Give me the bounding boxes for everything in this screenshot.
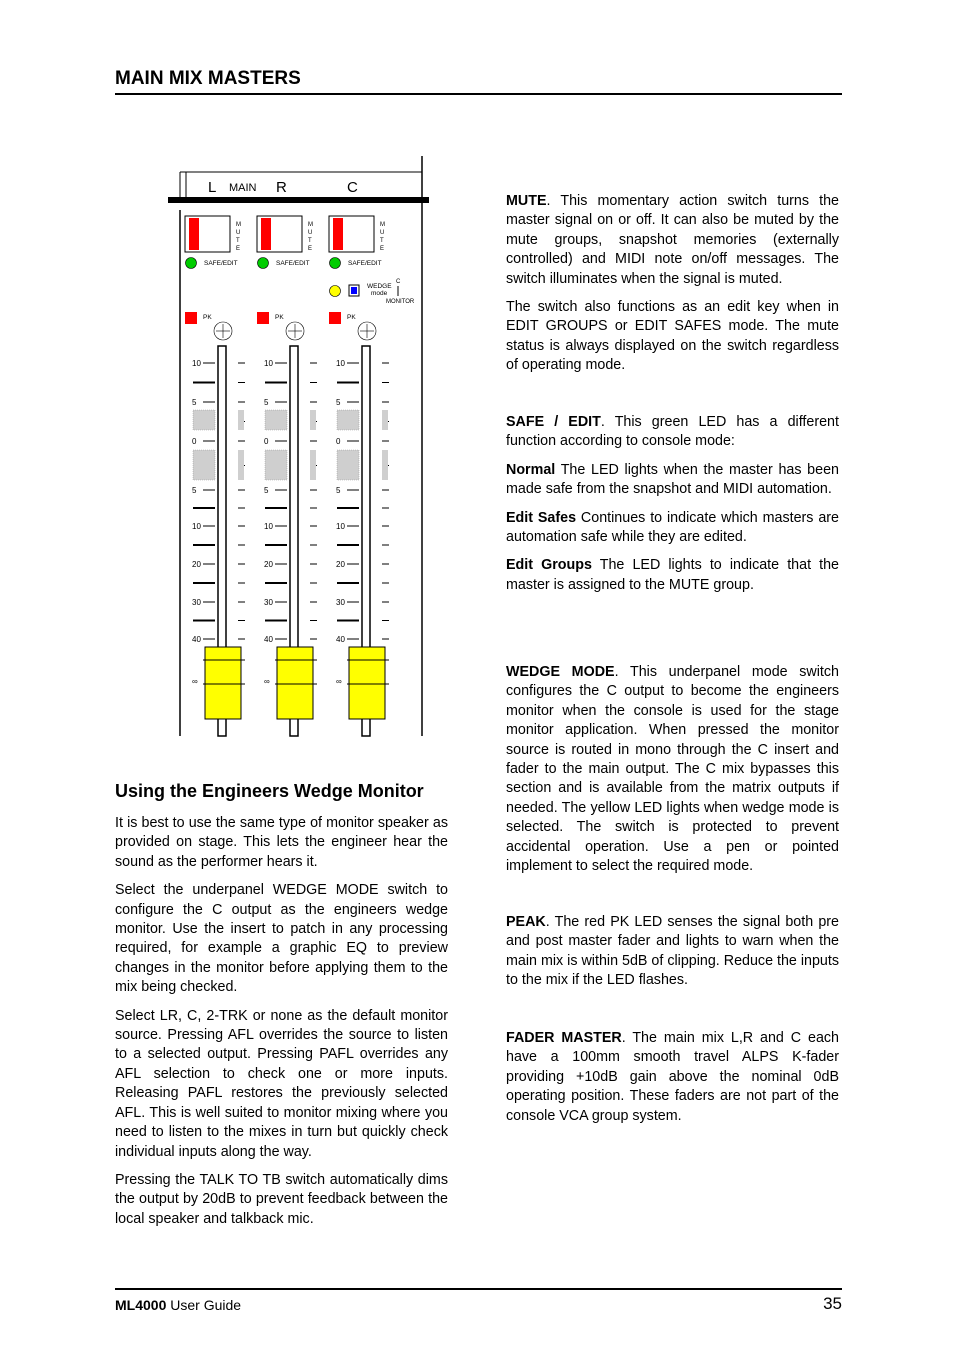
safe-edit-led [186,258,197,269]
mute-letter: U [380,230,385,236]
left-paragraph: Select the underpanel WEDGE MODE switch to configure the C output as the engineers wedge monitor. Use the insert to patch in any processing required, for example a graphic EQ to preview changes in the monitor before applying them to the mix being checked. [115,882,448,996]
monitor-label: MONITOR [386,299,415,305]
mute-letter: M [236,222,241,228]
mute-letter: U [308,230,313,236]
normal-paragraph: Normal The LED lights when the master has been made safe from the snapshot and MIDI automation. [506,461,839,498]
safe-paragraph: SAFE / EDIT. This green LED has a different function according to console mode: [506,414,839,450]
peak-paragraph: PEAK. The red PK LED senses the signal both pre and post master fader and lights to warn when the main mix is within 5dB of clipping. Reduce the inputs to the mix if the LED flashes. [506,914,839,989]
scale-stipple-right [382,450,388,480]
mute-letter: E [236,246,241,252]
mute-indicator [333,218,343,250]
scale-label: 20 [192,560,201,569]
mute-letter: T [236,238,240,244]
main-r-label: R [276,179,287,196]
pk-led [329,312,341,324]
header-divider [115,93,842,95]
scale-label: ∞ [336,677,342,686]
left-paragraph: It is best to use the same type of monitor speaker as provided on stage. This lets the engineer hear the sound as the performer hears it. [115,815,448,870]
scale-label: 40 [336,635,345,644]
scale-stipple-right [310,450,316,480]
scale-label: 10 [192,359,201,368]
wedge-label: WEDGE [367,283,392,290]
mute-letter: E [308,246,313,252]
scale-label: ∞ [264,677,270,686]
pk-led [185,312,197,324]
scale-label: 40 [264,635,273,644]
master-section-diagram [160,150,440,750]
scale-label: 10 [336,522,345,531]
scale-label: 5 [264,486,269,495]
scale-stipple-right [238,450,244,480]
scale-stipple [193,450,215,480]
safe-edit-label: SAFE/EDIT [348,260,382,267]
footer-guide: ML4000 User Guide [115,1297,242,1313]
scale-label: 5 [336,486,341,495]
mute-letter: T [308,238,312,244]
scale-label: 30 [336,598,345,607]
scale-label: ∞ [192,677,198,686]
scale-stipple [193,410,215,430]
page-number: 35 [823,1294,842,1313]
wedge-block [506,663,839,885]
fader-cap [205,647,241,719]
scale-stipple [265,410,287,430]
edit-safes-paragraph: Edit Safes Continues to indicate which masters are automation safe while they are edited. [506,509,839,546]
fader-paragraph: FADER MASTER. The main mix L,R and C each have a 100mm smooth travel ALPS K-fader providing +10dB gain above the nominal 0dB operating position. These faders are not part of the console VCA group system. [506,1030,839,1124]
mute-letter: M [308,222,313,228]
scale-label: 10 [264,359,273,368]
scale-label: 0 [336,437,341,446]
footer-divider [115,1288,842,1290]
edit-groups-paragraph: Edit Groups The LED lights to indicate that the master is assigned to the MUTE group. [506,557,839,593]
scale-label: 0 [192,437,197,446]
mute-paragraph: MUTE. This momentary action switch turns the master signal on or off. It can also be muted by the mute groups, snapshot memories (externally controlled) and MIDI note on/off messages. The switch illuminates when the signal is muted. [506,193,839,287]
wedge-paragraph: WEDGE MODE. This underpanel mode switch configures the C output to become the engineers monitor when the console is used for the stage monitor application. When pressed the monitor source is routed in mono through the C insert and fader to the main output. The C mix bypasses this section and is available from the matrix outputs if needed. The yellow LED lights when wedge mode is selected. The switch is protected to prevent accidental operation. Use a pen or pointed implement to select the required mode. [506,664,839,875]
scale-stipple-right [238,410,244,430]
mute-indicator [189,218,199,250]
scale-label: 30 [192,598,201,607]
left-paragraph: Pressing the TALK TO TB switch automatically dims the output by 20dB to prevent feedback between the local speaker and talkback mic. [115,1171,448,1227]
scale-label: 40 [192,635,201,644]
mute-letter: U [236,230,241,236]
pk-label: PK [275,314,284,321]
left-paragraph: Select LR, C, 2-TRK or none as the default monitor source. Pressing AFL overrides the source to listen to a selected output. Pressing PAFL overrides any AFL selection to check one or more inputs. Releasing PAFL restores the previously selected AFL. This is well suited to monitor mixing where you need to listen to the mixes in turn but quickly check individual inputs along the way. [115,1007,448,1160]
scale-stipple-right [310,410,316,430]
safe-edit-label: SAFE/EDIT [276,260,310,267]
main-label: MAIN [229,182,257,194]
scale-stipple [337,450,359,480]
wedge-switch-indicator [351,287,357,294]
safe-edit-label: SAFE/EDIT [204,260,238,267]
mute-letter: E [380,246,385,252]
scale-label: 5 [192,486,197,495]
scale-label: 10 [264,522,273,531]
mute-paragraph-2: The switch also functions as an edit key when in EDIT GROUPS or EDIT SAFES mode. The mute status is always displayed on the switch regardless of operating mode. [506,299,839,374]
scale-label: 10 [192,522,201,531]
scale-stipple [265,450,287,480]
scale-label: 5 [192,398,197,407]
scale-stipple-right [382,410,388,430]
scale-stipple [337,410,359,430]
safe-edit-block [506,413,839,604]
page-title: MAIN MIX MASTERS [115,68,301,89]
pk-led [257,312,269,324]
scale-label: 30 [264,598,273,607]
peak-block [506,913,839,1000]
section-heading: Using the Engineers Wedge Monitor [115,781,424,801]
pk-label: PK [203,314,212,321]
mute-block [506,192,839,385]
safe-edit-led [258,258,269,269]
mute-indicator [261,218,271,250]
wedge-mode-label: mode [371,290,388,297]
scale-label: 20 [336,560,345,569]
scale-label: 5 [264,398,269,407]
main-c-label: C [347,179,358,196]
mute-letter: M [380,222,385,228]
wedge-c-label: C [396,279,401,285]
scale-label: 0 [264,437,269,446]
safe-edit-led [330,258,341,269]
left-column [115,814,448,1238]
fader-cap [277,647,313,719]
fader-block [506,1029,839,1135]
scale-label: 20 [264,560,273,569]
main-l-label: L [208,179,217,196]
fader-cap [349,647,385,719]
scale-label: 10 [336,359,345,368]
mute-letter: T [380,238,384,244]
pk-label: PK [347,314,356,321]
wedge-led [330,286,341,297]
scale-label: 5 [336,398,341,407]
